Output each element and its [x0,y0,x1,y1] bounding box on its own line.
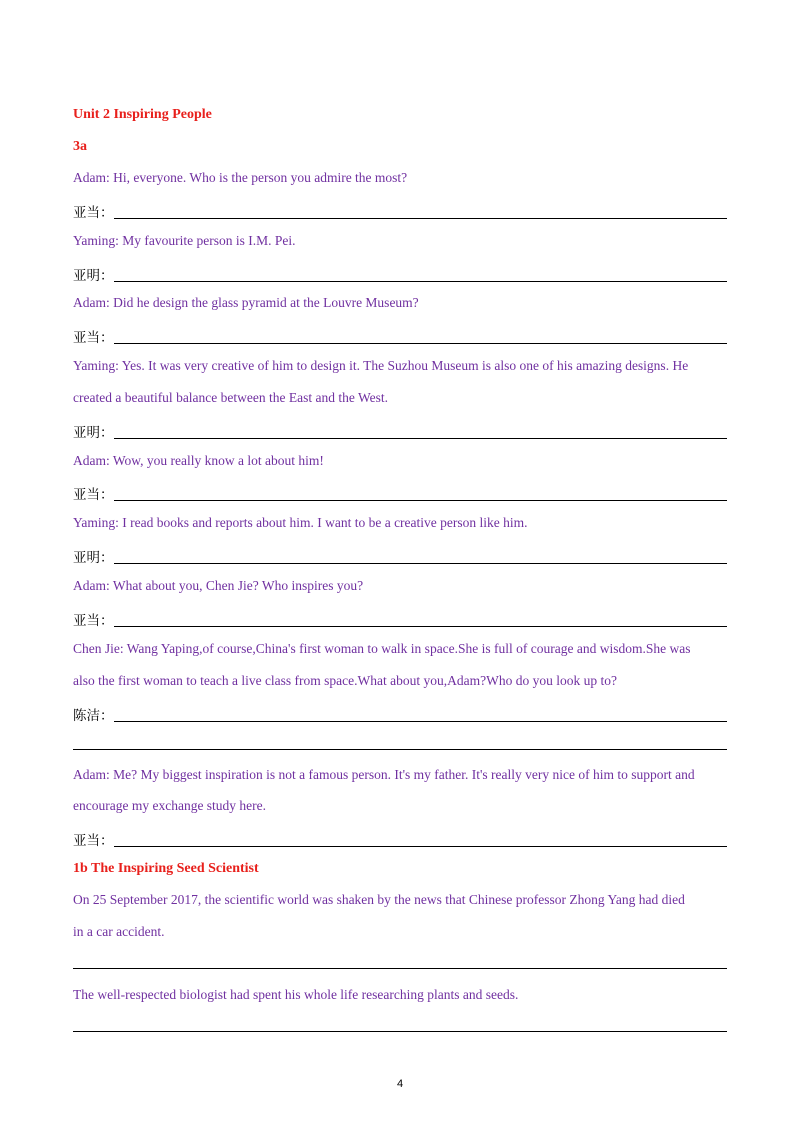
dialogue-line: Adam: Wow, you really know a lot about him! [73,453,324,468]
translation-blank[interactable] [73,421,727,441]
translation-label: 亚明： [73,550,114,565]
answer-line[interactable] [114,551,728,564]
answer-line[interactable] [73,968,727,969]
answer-line[interactable] [114,834,728,847]
translation-label: 亚当： [73,613,114,628]
translation-label: 亚当： [73,833,114,848]
translation-blank[interactable] [73,264,727,284]
section-1b-heading: 1b The Inspiring Seed Scientist [73,861,259,876]
answer-line[interactable] [114,269,728,282]
translation-label: 亚明： [73,425,114,440]
answer-line-extra[interactable] [73,749,727,750]
dialogue-line: Adam: Me? My biggest inspiration is not a famous person. It's my father. It's really very nice of him to support and [73,767,695,782]
page-number: 4 [396,1078,404,1090]
passage-line: The well-respected biologist had spent his whole life researching plants and seeds. [73,987,519,1002]
dialogue-line: Adam: Hi, everyone. Who is the person you admire the most? [73,170,408,185]
dialogue-line-continued: created a beautiful balance between the East and the West. [73,390,389,405]
translation-label: 亚明： [73,268,114,283]
translation-label: 亚当： [73,487,114,502]
dialogue-line-continued: encourage my exchange study here. [73,798,267,813]
dialogue-line-continued: also the first woman to teach a live class from space.What about you,Adam?Who do you look up to? [73,673,617,688]
dialogue-line: Yaming: My favourite person is I.M. Pei. [73,233,296,248]
passage-line: On 25 September 2017, the scientific world was shaken by the news that Chinese professor Zhong Yang had died [73,892,685,907]
passage-line-continued: in a car accident. [73,924,165,939]
dialogue-line: Adam: Did he design the glass pyramid at the Louvre Museum? [73,295,419,310]
answer-line[interactable] [114,614,728,627]
translation-blank[interactable] [73,326,727,346]
translation-blank[interactable] [73,829,727,849]
translation-label: 亚当： [73,205,114,220]
translation-blank[interactable] [73,546,727,566]
answer-line[interactable] [114,709,728,722]
answer-line[interactable] [73,1031,727,1032]
translation-label: 陈洁： [73,708,114,723]
translation-label: 亚当： [73,330,114,345]
translation-blank[interactable] [73,609,727,629]
section-3a-heading: 3a [73,139,87,154]
answer-line[interactable] [114,206,728,219]
dialogue-line: Yaming: Yes. It was very creative of him to design it. The Suzhou Museum is also one of his amazing designs. He [73,358,689,373]
dialogue-line: Adam: What about you, Chen Jie? Who inspires you? [73,578,364,593]
dialogue-line: Yaming: I read books and reports about him. I want to be a creative person like him. [73,515,528,530]
answer-line[interactable] [114,488,728,501]
answer-line[interactable] [114,331,728,344]
answer-line[interactable] [114,426,728,439]
translation-blank[interactable] [73,201,727,221]
translation-blank[interactable] [73,704,727,724]
unit-title: Unit 2 Inspiring People [73,107,212,122]
dialogue-line: Chen Jie: Wang Yaping,of course,China's first woman to walk in space.She is full of courage and wisdom.She was [73,641,691,656]
translation-blank[interactable] [73,483,727,503]
